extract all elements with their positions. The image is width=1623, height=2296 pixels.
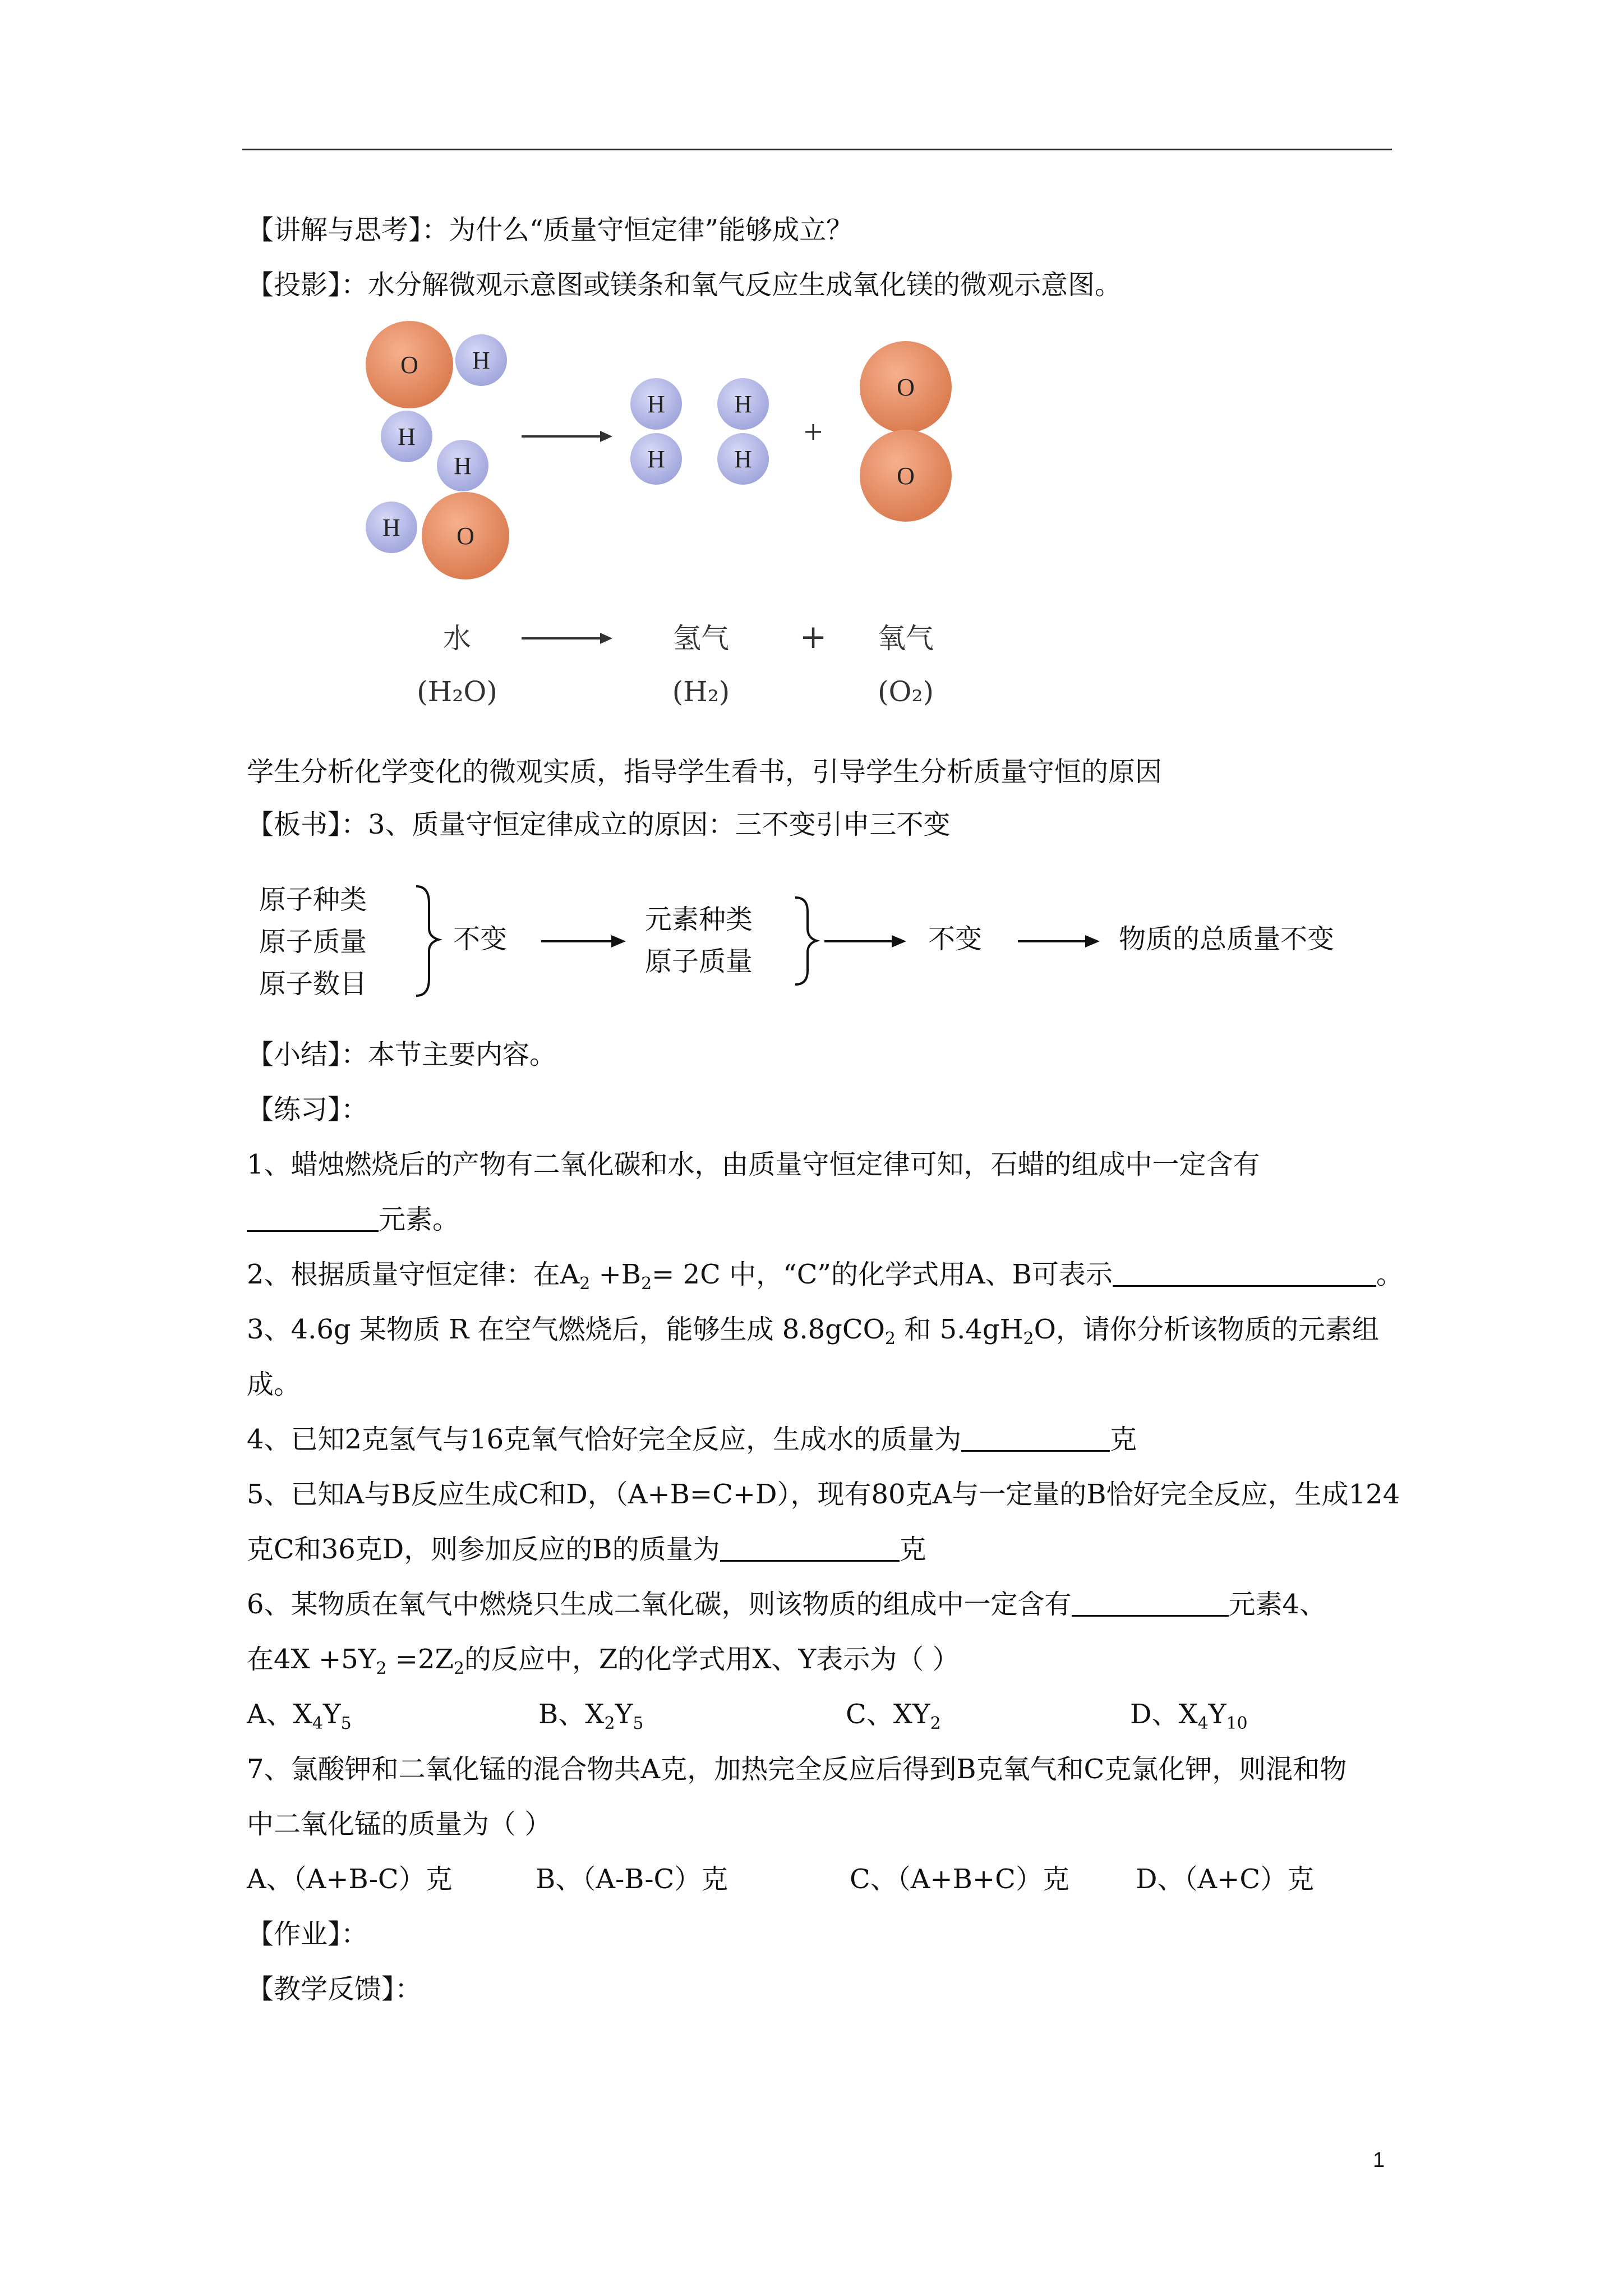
arrow-head xyxy=(600,633,612,644)
q5-text: 克C和36克D，则参加反应的B的质量为 xyxy=(247,1534,720,1565)
question-7: 7、氯酸钾和二氧化锰的混合物共A克，加热完全反应后得到B克氧气和C克氯化钾，则混和物 xyxy=(247,1754,1347,1785)
atom-label: O xyxy=(897,462,915,490)
flow-item: 原子数目 xyxy=(259,968,367,1000)
q6-option-d: D、$X_4Y_{10}$ xyxy=(1130,1699,1248,1733)
summary-heading: 【小结】：本节主要内容。 xyxy=(247,1039,557,1070)
arrow-head xyxy=(892,935,906,947)
oxygen-formula: (O₂) xyxy=(877,675,934,708)
q6-text: 元素4、 xyxy=(1228,1589,1327,1620)
question-2 xyxy=(247,1258,1403,1301)
atom-label: H xyxy=(647,390,665,418)
q7-option-d: D、（A+C）克 xyxy=(1136,1864,1315,1895)
atom-label: O xyxy=(897,374,915,401)
arrow-head xyxy=(600,431,612,442)
atom-label: H xyxy=(734,445,752,473)
q5-unit: 克 xyxy=(899,1534,926,1565)
subscript: 2 xyxy=(884,1329,896,1349)
feedback-heading: 【教学反馈】： xyxy=(247,1973,422,2005)
q2-end: 。 xyxy=(1376,1259,1403,1290)
water-formula: (H₂O) xyxy=(417,675,497,708)
brace xyxy=(416,886,439,996)
q4-unit: 克 xyxy=(1110,1424,1137,1455)
answer-blank xyxy=(961,1425,1110,1452)
flow-item: 原子质量 xyxy=(259,926,367,958)
subscript: 2 xyxy=(1023,1329,1034,1349)
q7-option-c: C、（A+B+C）克 xyxy=(850,1864,1069,1895)
question-3 xyxy=(247,1313,1379,1356)
q6-option-c: C、$XY_2$ xyxy=(846,1699,941,1733)
question-5: 5、已知A与B反应生成C和D，（A+B=C+D），现有80克A与一定量的B恰好完全反应，生成124 xyxy=(247,1479,1400,1510)
arrow-head xyxy=(1085,935,1100,947)
q7-option-a: A、（A+B-C）克 xyxy=(247,1864,453,1895)
subscript: 2 xyxy=(453,1659,464,1678)
q6-text: 在4X +5Y xyxy=(247,1644,376,1675)
explain-heading: 【讲解与思考】：为什么“质量守恒定律”能够成立？ xyxy=(247,214,854,246)
question-1: 1、蜡烛燃烧后的产物有二氧化碳和水，由质量守恒定律可知，石蜡的组成中一定含有 xyxy=(247,1149,1260,1180)
subscript: 2 xyxy=(641,1274,652,1294)
homework-heading: 【作业】： xyxy=(247,1918,368,1950)
water-label: 水 xyxy=(443,622,471,655)
unchanged-label: 不变 xyxy=(453,923,508,955)
oxygen-label: 氧气 xyxy=(878,622,934,655)
q1-suffix: 元素。 xyxy=(379,1204,460,1235)
question-4 xyxy=(247,1423,1137,1456)
result-label: 物质的总质量不变 xyxy=(1119,923,1335,955)
atom-label: H xyxy=(454,452,472,480)
q3-text: O，请你分析该物质的元素组 xyxy=(1034,1314,1379,1345)
water-decomposition-diagram xyxy=(353,314,998,718)
atom-label: H xyxy=(734,390,752,418)
arrow-head xyxy=(611,935,626,947)
atom-label: H xyxy=(398,423,416,450)
header-rule xyxy=(242,149,1392,150)
answer-blank xyxy=(720,1535,900,1562)
atom-label: O xyxy=(457,522,474,550)
subscript: 2 xyxy=(579,1274,591,1294)
q6-option-a: A、$X_4Y_5$ xyxy=(247,1699,352,1733)
answer-blank xyxy=(247,1205,379,1232)
question-7-cont: 中二氧化锰的质量为（ ） xyxy=(247,1809,552,1840)
q6-text: 6、某物质在氧气中燃烧只生成二氧化碳，则该物质的组成中一定含有 xyxy=(247,1589,1072,1620)
q2-text: +B xyxy=(590,1259,642,1290)
q2-text: 2、根据质量守恒定律：在A xyxy=(247,1259,580,1290)
q6-text: 的反应中，Z的化学式用X、Y表示为（ ） xyxy=(464,1644,960,1675)
analysis-text: 学生分析化学变化的微观实质，指导学生看书，引导学生分析质量守恒的原因 xyxy=(247,756,1163,788)
unchanged-label: 不变 xyxy=(928,923,983,955)
atom-label: H xyxy=(647,445,665,473)
q7-option-b: B、（A-B-C）克 xyxy=(536,1864,728,1895)
question-5-cont xyxy=(247,1533,926,1566)
plus-sign: + xyxy=(804,413,823,450)
question-6-cont xyxy=(247,1642,959,1686)
practice-heading: 【练习】： xyxy=(247,1094,368,1125)
page-number: 1 xyxy=(1373,2148,1385,2172)
atom-label: H xyxy=(382,514,400,541)
answer-blank xyxy=(1113,1260,1376,1287)
q3-text: 和 5.4gH xyxy=(896,1314,1023,1345)
question-3-cont: 成。 xyxy=(247,1369,301,1400)
flow-item: 原子种类 xyxy=(259,884,367,915)
question-6 xyxy=(247,1588,1326,1621)
question-1-cont xyxy=(247,1203,459,1236)
flow-item: 原子质量 xyxy=(645,946,753,977)
q4-text: 4、已知2克氢气与16克氧气恰好完全反应，生成水的质量为 xyxy=(247,1424,962,1455)
q2-text: = 2C 中，“C”的化学式用A、B可表示 xyxy=(652,1259,1113,1290)
answer-blank xyxy=(1072,1590,1229,1617)
projection-heading: 【投影】：水分解微观示意图或镁条和氧气反应生成氧化镁的微观示意图。 xyxy=(247,269,1122,301)
subscript: 2 xyxy=(376,1659,387,1678)
hydrogen-label: 氢气 xyxy=(673,622,729,655)
atom-label: O xyxy=(400,351,418,379)
q3-text: 3、4.6g 某物质 R 在空气燃烧后，能够生成 8.8gCO xyxy=(247,1314,885,1345)
blackboard-heading: 【板书】：3、质量守恒定律成立的原因：三不变引申三不变 xyxy=(247,809,951,840)
flow-item: 元素种类 xyxy=(645,904,753,935)
q6-text: =2Z xyxy=(386,1644,454,1675)
hydrogen-formula: (H₂) xyxy=(672,675,730,708)
brace xyxy=(795,898,817,984)
atom-label: H xyxy=(472,347,490,374)
q6-option-b: B、$X_2Y_5$ xyxy=(538,1699,644,1733)
plus-sign: + xyxy=(799,618,827,656)
